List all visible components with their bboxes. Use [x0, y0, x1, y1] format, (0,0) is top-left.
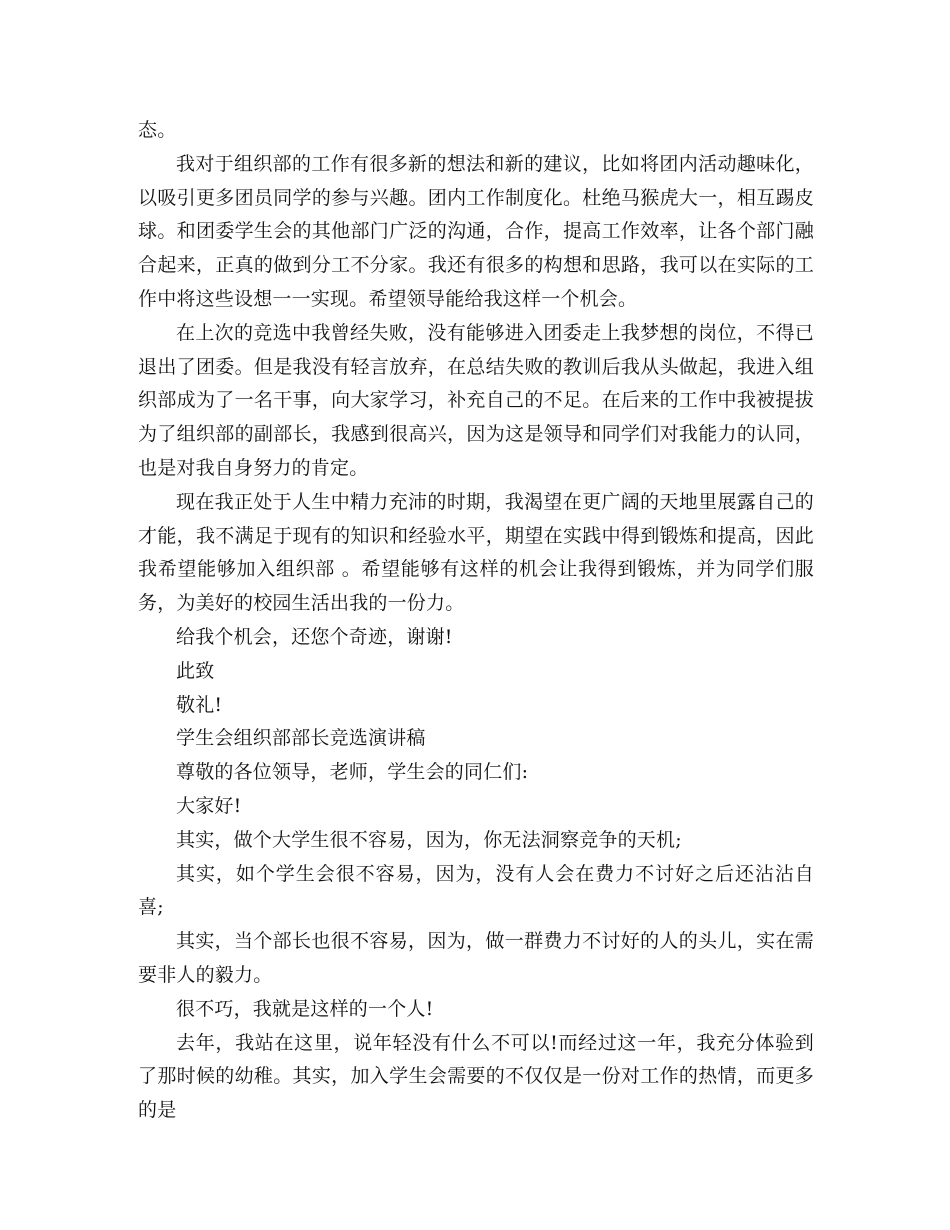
paragraph-minister: 其实，当个部长也很不容易，因为，做一群费力不讨好的人的头儿，实在需要非人的毅力。: [138, 930, 814, 986]
paragraph-salutation-1: 此致: [176, 659, 215, 682]
paragraph-student: 其实，做个大学生很不容易，因为，你无法洞察竞争的天机;: [176, 828, 682, 851]
paragraph-suggestions: 我对于组织部的工作有很多新的想法和新的建议，比如将团内活动趣味化，以吸引更多团员同学的参与兴趣。团内工作制度化。杜绝马猴虎大一，相互踢皮球。和团委学生会的其他部门广泛的沟通，合作，提高工作效率，让各个部门融合起来，正真的做到分工不分家。我还有很多的构想和思路，我可以在实际的工作中将这些设想一一实现。希望领导能给我这样一个机会。: [138, 152, 814, 310]
paragraph-continuation: 态。: [138, 119, 177, 141]
paragraph-that-person: 很不巧，我就是这样的一个人!: [176, 997, 434, 1020]
paragraph-hello: 大家好!: [176, 794, 242, 817]
paragraph-greeting-audience: 尊敬的各位领导，老师，学生会的同仁们:: [176, 761, 529, 784]
paragraph-closing-request: 给我个机会，还您个奇迹，谢谢!: [176, 625, 453, 648]
paragraph-last-year: 去年，我站在这里，说年轻没有什么不可以!而经过这一年，我充分体验到了那时候的幼稚。其实，加入学生会需要的不仅仅是一份对工作的热情，而更多的是: [138, 1031, 814, 1122]
paragraph-past-election: 在上次的竞选中我曾经失败，没有能够进入团委走上我梦想的岗位，不得已退出了团委。但是我没有轻言放弃，在总结失败的教训后我从头做起，我进入组织部成为了一名干事，向大家学习，补充自己的不足。在后来的工作中我被提拔为了组织部的副部长，我感到很高兴，因为这是领导和同学们对我能力的认同，也是对我自身努力的肯定。: [138, 321, 814, 479]
paragraph-union: 其实，如个学生会很不容易，因为，没有人会在费力不讨好之后还沾沾自喜;: [138, 862, 814, 919]
document-body: [138, 114, 814, 1128]
section-title: 学生会组织部部长竞选演讲稿: [176, 727, 426, 750]
paragraph-salutation-2: 敬礼!: [176, 693, 223, 716]
paragraph-aspiration: 现在我正处于人生中精力充沛的时期，我渴望在更广阔的天地里展露自己的才能，我不满足于现有的知识和经验水平，期望在实践中得到锻炼和提高，因此我希望能够加入组织部 。希望能够有这样的机会让我得到锻炼，并为同学们服务，为美好的校园生活出我的一份力。: [138, 490, 814, 615]
